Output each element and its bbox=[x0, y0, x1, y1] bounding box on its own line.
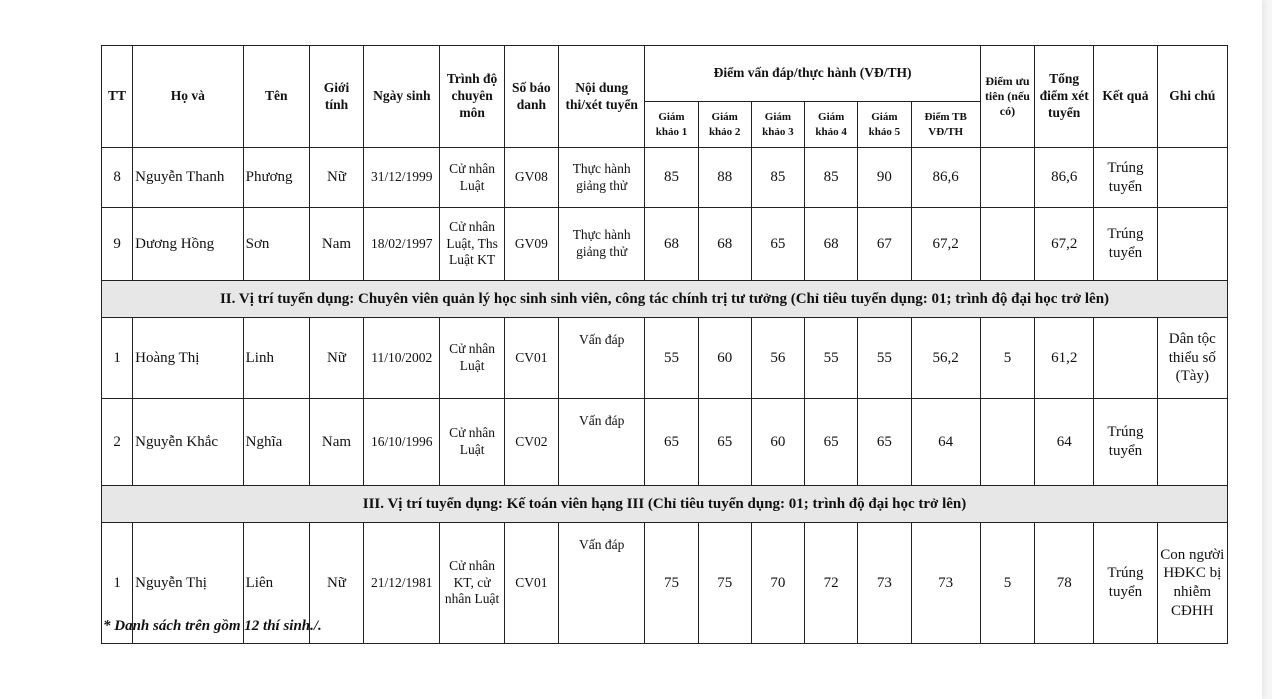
cell-uu-tien bbox=[980, 208, 1034, 281]
col-so-bao-danh: Số báo danh bbox=[504, 46, 558, 148]
cell-score: 68 bbox=[645, 208, 698, 281]
col-ten: Tên bbox=[243, 46, 309, 148]
cell-score: 85 bbox=[805, 148, 858, 208]
cell-score: 85 bbox=[751, 148, 804, 208]
cell-noi-dung: Vấn đáp bbox=[558, 523, 644, 644]
cell-noi-dung: Thực hành giảng thử bbox=[558, 148, 644, 208]
cell-tt: 8 bbox=[102, 148, 133, 208]
cell-ten: Linh bbox=[243, 318, 309, 399]
cell-ket-qua: Trúng tuyển bbox=[1094, 148, 1157, 208]
cell-sbd: GV09 bbox=[504, 208, 558, 281]
cell-score: 67 bbox=[858, 208, 911, 281]
cell-ket-qua: Trúng tuyển bbox=[1094, 208, 1157, 281]
col-giam-khao-1: Giám khảo 1 bbox=[645, 102, 698, 148]
cell-tt: 1 bbox=[102, 318, 133, 399]
col-giam-khao-4: Giám khảo 4 bbox=[805, 102, 858, 148]
cell-uu-tien: 5 bbox=[980, 318, 1034, 399]
cell-ten: Phương bbox=[243, 148, 309, 208]
cell-ngay-sinh: 16/10/1996 bbox=[364, 399, 440, 486]
cell-gioi: Nữ bbox=[309, 523, 363, 644]
cell-score: 85 bbox=[645, 148, 698, 208]
table-row bbox=[102, 318, 1228, 399]
cell-score: 75 bbox=[645, 523, 698, 644]
col-trinh-do: Trình độ chuyên môn bbox=[440, 46, 504, 148]
results-table bbox=[101, 45, 1228, 644]
cell-gioi: Nữ bbox=[309, 148, 363, 208]
cell-score: 65 bbox=[645, 399, 698, 486]
col-giam-khao-3: Giám khảo 3 bbox=[751, 102, 804, 148]
cell-score: 70 bbox=[751, 523, 804, 644]
cell-gioi: Nam bbox=[309, 399, 363, 486]
cell-sbd: CV01 bbox=[504, 523, 558, 644]
cell-ho: Hoàng Thị bbox=[133, 318, 243, 399]
cell-trinh-do: Cử nhân Luật bbox=[440, 399, 504, 486]
cell-ghi-chu: Con người HĐKC bị nhiễm CĐHH bbox=[1157, 523, 1227, 644]
cell-ten: Sơn bbox=[243, 208, 309, 281]
cell-score: 65 bbox=[858, 399, 911, 486]
cell-tb: 64 bbox=[911, 399, 980, 486]
header-row-1 bbox=[102, 46, 1228, 102]
cell-score: 68 bbox=[698, 208, 751, 281]
cell-score: 88 bbox=[698, 148, 751, 208]
cell-trinh-do: Cử nhân KT, cử nhân Luật bbox=[440, 523, 504, 644]
cell-ghi-chu: Dân tộc thiểu số (Tày) bbox=[1157, 318, 1227, 399]
col-diem-uu-tien: Điểm ưu tiên (nếu có) bbox=[980, 46, 1034, 148]
section-title-2: II. Vị trí tuyển dụng: Chuyên viên quản lý học sinh sinh viên, công tác chính trị tư tưởng (Chỉ tiêu tuyển dụng: 01; trình độ đại học trở lên) bbox=[102, 281, 1228, 318]
cell-ket-qua bbox=[1094, 318, 1157, 399]
cell-tong: 64 bbox=[1035, 399, 1094, 486]
cell-tt: 9 bbox=[102, 208, 133, 281]
cell-score: 65 bbox=[751, 208, 804, 281]
cell-gioi: Nam bbox=[309, 208, 363, 281]
cell-uu-tien: 5 bbox=[980, 523, 1034, 644]
cell-score: 65 bbox=[805, 399, 858, 486]
col-noi-dung: Nội dung thi/xét tuyển bbox=[558, 46, 644, 148]
cell-noi-dung: Vấn đáp bbox=[558, 399, 644, 486]
table-row bbox=[102, 399, 1228, 486]
col-giam-khao-5: Giám khảo 5 bbox=[858, 102, 911, 148]
cell-trinh-do: Cử nhân Luật bbox=[440, 148, 504, 208]
cell-ngay-sinh: 18/02/1997 bbox=[364, 208, 440, 281]
table-row bbox=[102, 148, 1228, 208]
col-tt: TT bbox=[102, 46, 133, 148]
cell-tong: 61,2 bbox=[1035, 318, 1094, 399]
cell-tt: 1 bbox=[102, 523, 133, 644]
cell-score: 65 bbox=[698, 399, 751, 486]
cell-tb: 67,2 bbox=[911, 208, 980, 281]
col-ghi-chu: Ghi chú bbox=[1157, 46, 1227, 148]
cell-tb: 56,2 bbox=[911, 318, 980, 399]
cell-noi-dung: Thực hành giảng thử bbox=[558, 208, 644, 281]
cell-ghi-chu bbox=[1157, 208, 1227, 281]
cell-sbd: GV08 bbox=[504, 148, 558, 208]
col-ngay-sinh: Ngày sinh bbox=[364, 46, 440, 148]
cell-ho: Nguyễn Thanh bbox=[133, 148, 243, 208]
footnote: * Danh sách trên gồm 12 thí sinh./. bbox=[103, 618, 322, 634]
cell-score: 56 bbox=[751, 318, 804, 399]
cell-tt: 2 bbox=[102, 399, 133, 486]
table-row bbox=[102, 208, 1228, 281]
cell-sbd: CV02 bbox=[504, 399, 558, 486]
cell-ngay-sinh: 11/10/2002 bbox=[364, 318, 440, 399]
col-giam-khao-2: Giám khảo 2 bbox=[698, 102, 751, 148]
cell-score: 75 bbox=[698, 523, 751, 644]
cell-score: 73 bbox=[858, 523, 911, 644]
cell-ho: Nguyễn Khắc bbox=[133, 399, 243, 486]
section-row bbox=[102, 281, 1228, 318]
cell-ngay-sinh: 31/12/1999 bbox=[364, 148, 440, 208]
section-title-3: III. Vị trí tuyển dụng: Kế toán viên hạng III (Chỉ tiêu tuyển dụng: 01; trình độ đại học trở lên) bbox=[102, 486, 1228, 523]
cell-uu-tien bbox=[980, 148, 1034, 208]
cell-tong: 86,6 bbox=[1035, 148, 1094, 208]
col-diem-tb: Điểm TB VĐ/TH bbox=[911, 102, 980, 148]
cell-tong: 78 bbox=[1035, 523, 1094, 644]
cell-trinh-do: Cử nhân Luật, Ths Luật KT bbox=[440, 208, 504, 281]
cell-gioi: Nữ bbox=[309, 318, 363, 399]
cell-score: 68 bbox=[805, 208, 858, 281]
cell-sbd: CV01 bbox=[504, 318, 558, 399]
col-ket-qua: Kết quả bbox=[1094, 46, 1157, 148]
cell-trinh-do: Cử nhân Luật bbox=[440, 318, 504, 399]
col-gioi-tinh: Giới tính bbox=[309, 46, 363, 148]
cell-ket-qua: Trúng tuyển bbox=[1094, 523, 1157, 644]
cell-tb: 86,6 bbox=[911, 148, 980, 208]
cell-ten: Nghĩa bbox=[243, 399, 309, 486]
cell-tong: 67,2 bbox=[1035, 208, 1094, 281]
cell-score: 90 bbox=[858, 148, 911, 208]
cell-score: 60 bbox=[698, 318, 751, 399]
col-diem-vd-th: Điểm vấn đáp/thực hành (VĐ/TH) bbox=[645, 46, 980, 102]
cell-ket-qua: Trúng tuyển bbox=[1094, 399, 1157, 486]
cell-score: 55 bbox=[645, 318, 698, 399]
cell-score: 55 bbox=[805, 318, 858, 399]
col-tong-diem: Tổng điểm xét tuyển bbox=[1035, 46, 1094, 148]
cell-ghi-chu bbox=[1157, 148, 1227, 208]
cell-score: 60 bbox=[751, 399, 804, 486]
cell-ho: Dương Hồng bbox=[133, 208, 243, 281]
col-ho-va: Họ và bbox=[133, 46, 243, 148]
cell-score: 55 bbox=[858, 318, 911, 399]
cell-ten: Liên bbox=[243, 523, 309, 644]
cell-noi-dung: Vấn đáp bbox=[558, 318, 644, 399]
cell-uu-tien bbox=[980, 399, 1034, 486]
cell-ngay-sinh: 21/12/1981 bbox=[364, 523, 440, 644]
section-row bbox=[102, 486, 1228, 523]
cell-ho: Nguyễn Thị bbox=[133, 523, 243, 644]
cell-ghi-chu bbox=[1157, 399, 1227, 486]
cell-tb: 73 bbox=[911, 523, 980, 644]
cell-score: 72 bbox=[805, 523, 858, 644]
